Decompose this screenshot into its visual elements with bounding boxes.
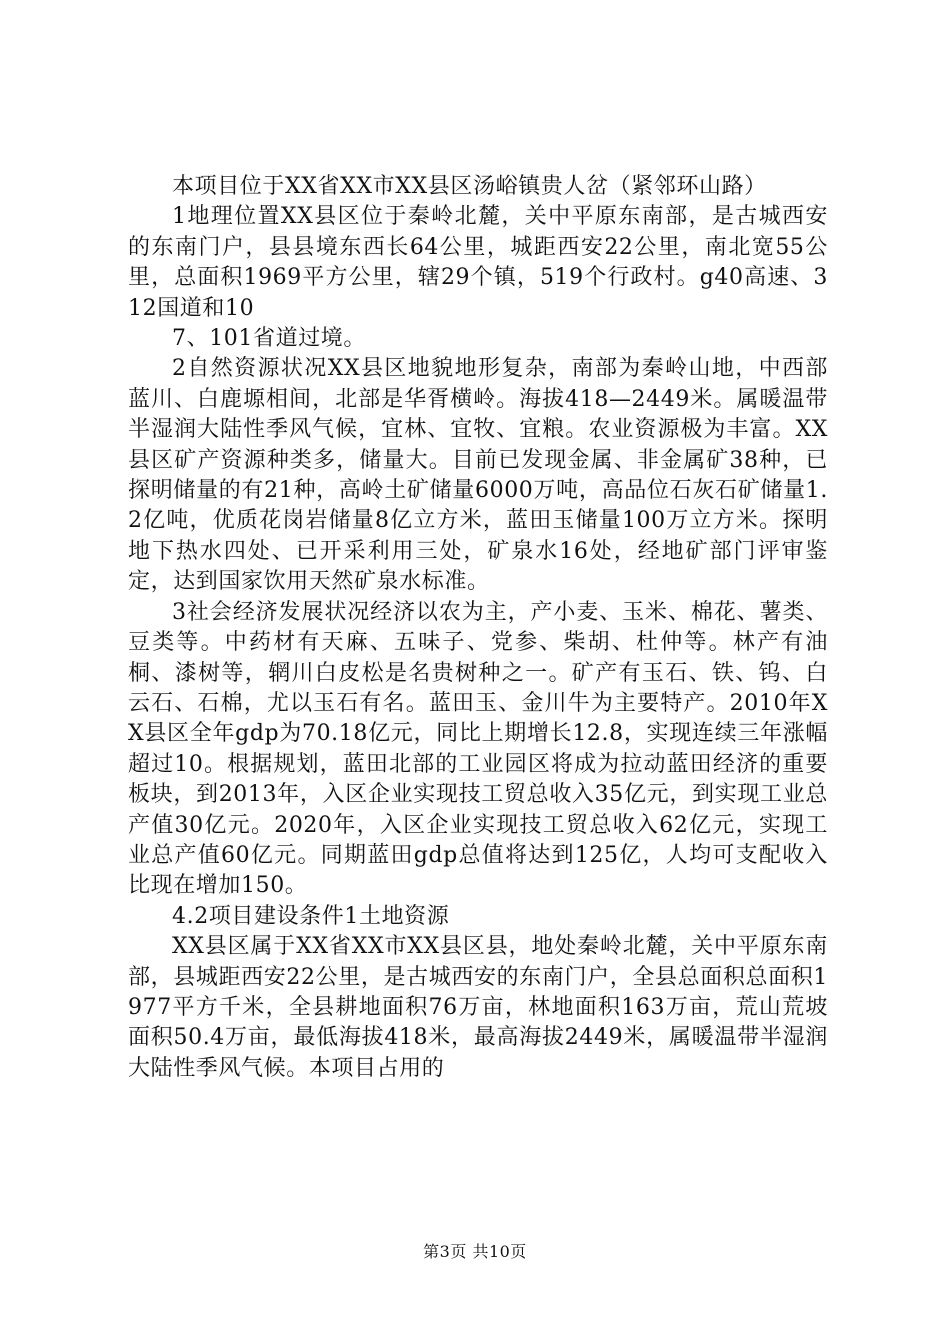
page-footer: 第3页 共10页 xyxy=(423,1242,527,1261)
document-body xyxy=(128,172,828,1084)
paragraph-geography: 1地理位置XX县区位于秦岭北麓，关中平原东南部，是古城西安的东南门户，县县境东西长64公里，城距西安22公里，南北宽55公里，总面积1969平方公里，辖29个镇，519个行政村。g40高速、312国道和10 xyxy=(128,204,828,321)
paragraph-location: 本项目位于XX省XX市XX县区汤峪镇贵人岔（紧邻环山路） xyxy=(172,174,767,199)
paragraph-natural-resources: 2自然资源状况XX县区地貌地形复杂，南部为秦岭山地，中西部蓝川、白鹿塬相间，北部是华胥横岭。海拔418—2449米。属暖温带半湿润大陆性季风气候，宜林、宜牧、宜粮。农业资源极为丰富。XX县区矿产资源种类多，储量大。目前已发现金属、非金属矿38种，已探明储量的有21种，高岭土矿储量6000万吨，高品位石灰石矿储量1.2亿吨，优质花岗岩储量8亿立方米，蓝田玉储量100万立方米。探明地下热水四处、已开采利用三处，矿泉水16处，经地矿部门评审鉴定，达到国家饮用天然矿泉水标准。 xyxy=(128,356,828,595)
paragraph-land-resources: XX县区属于XX省XX市XX县区县，地处秦岭北麓，关中平原东南部，县城距西安22公里，是古城西安的东南门户，全县总面积总面积1977平方千米，全县耕地面积76万亩，林地面积163万亩，荒山荒坡面积50.4万亩，最低海拔418米，最高海拔2449米，属暖温带半湿润大陆性季风气候。本项目占用的 xyxy=(128,934,828,1081)
paragraph-economy: 3社会经济发展状况经济以农为主，产小麦、玉米、棉花、薯类、豆类等。中药材有天麻、五味子、党参、柴胡、杜仲等。林产有油桐、漆树等，辋川白皮松是名贵树种之一。矿产有玉石、铁、钨、白云石、石棉，尤以玉石有名。蓝田玉、金川牛为主要特产。2010年XX县区全年gdp为70.18亿元，同比上期增长12.8，实现连续三年涨幅超过10。根据规划，蓝田北部的工业园区将成为拉动蓝田经济的重要板块，到2013年，入区企业实现技工贸总收入35亿元，到实现工业总产值30亿元。2020年，入区企业实现技工贸总收入62亿元，实现工业总产值60亿元。同期蓝田gdp总值将达到125亿，人均可支配收入比现在增加150。 xyxy=(128,599,828,899)
paragraph-roads: 7、101省道过境。 xyxy=(172,326,366,352)
paragraph-section-heading: 4.2项目建设条件1土地资源 xyxy=(172,903,450,929)
